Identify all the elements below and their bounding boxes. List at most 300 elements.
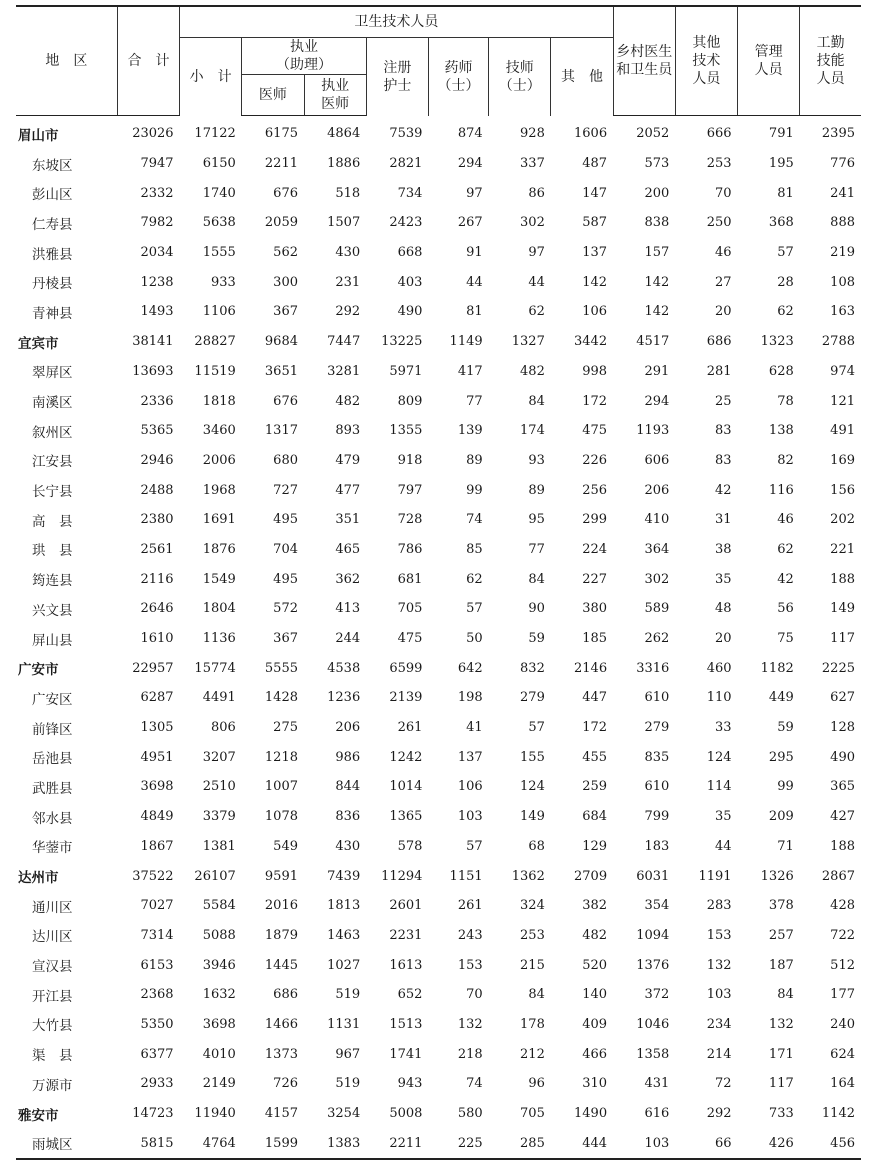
value-cell: 652 bbox=[397, 987, 423, 1003]
value-cell: 2510 bbox=[202, 779, 236, 795]
value-cell: 295 bbox=[768, 749, 794, 765]
value-cell: 66 bbox=[675, 1128, 737, 1159]
value-cell: 59 bbox=[528, 631, 545, 647]
value-cell: 183 bbox=[644, 838, 670, 854]
value-cell: 71 bbox=[777, 838, 794, 854]
value-cell: 519 bbox=[335, 1076, 361, 1092]
value-cell: 253 bbox=[706, 156, 732, 172]
value-cell: 157 bbox=[644, 245, 670, 261]
value-cell: 1968 bbox=[202, 482, 236, 498]
value-cell: 200 bbox=[644, 185, 670, 201]
value-cell: 171 bbox=[768, 1046, 794, 1062]
value-cell: 1463 bbox=[327, 927, 361, 943]
value-cell: 686 bbox=[706, 334, 732, 350]
table-row-city bbox=[16, 1099, 861, 1129]
value-cell: 2332 bbox=[140, 185, 174, 201]
value-cell: 212 bbox=[520, 1046, 545, 1062]
region-cell: 长宁县 bbox=[32, 484, 73, 501]
value-cell: 117 bbox=[830, 631, 855, 647]
value-cell: 495 bbox=[273, 571, 298, 587]
value-cell: 580 bbox=[457, 1106, 483, 1122]
value-cell: 256 bbox=[582, 482, 608, 498]
value-cell: 137 bbox=[582, 245, 608, 261]
value-cell: 3460 bbox=[202, 423, 236, 439]
value-cell: 727 bbox=[273, 482, 298, 498]
value-cell: 1555 bbox=[202, 245, 236, 261]
value-cell: 44 bbox=[528, 274, 545, 290]
value-cell: 300 bbox=[273, 274, 298, 290]
value-cell: 3281 bbox=[327, 363, 361, 379]
value-cell: 1046 bbox=[636, 1016, 670, 1032]
value-cell: 806 bbox=[210, 720, 236, 736]
header-others: 其 他 bbox=[551, 38, 613, 116]
value-cell: 62 bbox=[528, 304, 545, 320]
value-cell: 704 bbox=[273, 541, 298, 557]
value-cell: 888 bbox=[830, 215, 855, 231]
value-cell: 4864 bbox=[327, 126, 361, 142]
table-row-city bbox=[16, 327, 861, 357]
region-cell: 江安县 bbox=[32, 454, 73, 471]
value-cell: 243 bbox=[457, 927, 483, 943]
value-cell: 642 bbox=[457, 660, 483, 676]
value-cell: 455 bbox=[582, 749, 608, 765]
value-cell: 26107 bbox=[194, 868, 236, 884]
value-cell: 449 bbox=[768, 690, 794, 706]
header-practicing-asst-doctor: 执业 （助理） bbox=[242, 38, 366, 75]
value-cell: 1242 bbox=[389, 749, 423, 765]
table-row bbox=[16, 1069, 861, 1099]
value-cell: 77 bbox=[466, 393, 483, 409]
value-cell: 627 bbox=[830, 690, 855, 706]
value-cell: 294 bbox=[644, 393, 670, 409]
value-cell: 206 bbox=[644, 482, 670, 498]
value-cell: 91 bbox=[466, 245, 483, 261]
value-cell: 267 bbox=[457, 215, 483, 231]
value-cell: 279 bbox=[644, 720, 670, 736]
value-cell: 132 bbox=[457, 1016, 483, 1032]
value-cell: 172 bbox=[582, 393, 608, 409]
value-cell: 227 bbox=[582, 571, 608, 587]
value-cell: 491 bbox=[830, 423, 855, 439]
value-cell: 624 bbox=[830, 1046, 855, 1062]
value-cell: 967 bbox=[335, 1046, 361, 1062]
value-cell: 7027 bbox=[140, 898, 174, 914]
value-cell: 261 bbox=[457, 898, 483, 914]
value-cell: 380 bbox=[582, 601, 608, 617]
value-cell: 7314 bbox=[140, 927, 174, 943]
value-cell: 57 bbox=[528, 720, 545, 736]
value-cell: 302 bbox=[644, 571, 670, 587]
value-cell: 776 bbox=[830, 156, 855, 172]
region-cell: 眉山市 bbox=[18, 127, 59, 144]
value-cell: 943 bbox=[397, 1076, 423, 1092]
region-cell: 筠连县 bbox=[32, 573, 73, 590]
value-cell: 209 bbox=[768, 809, 794, 825]
region-cell: 渠 县 bbox=[32, 1048, 73, 1065]
value-cell: 7539 bbox=[389, 126, 423, 142]
value-cell: 214 bbox=[706, 1046, 732, 1062]
region-cell: 丹棱县 bbox=[32, 276, 73, 293]
table-row bbox=[16, 683, 861, 713]
region-cell: 彭山区 bbox=[32, 187, 73, 204]
value-cell: 283 bbox=[706, 898, 732, 914]
value-cell: 75 bbox=[777, 631, 794, 647]
table-row bbox=[16, 357, 861, 387]
table-row bbox=[16, 297, 861, 327]
value-cell: 202 bbox=[830, 512, 855, 528]
value-cell: 72 bbox=[714, 1076, 732, 1092]
value-cell: 215 bbox=[520, 957, 545, 973]
header-technician: 技师 （士） bbox=[489, 38, 551, 116]
value-cell: 22957 bbox=[132, 660, 174, 676]
table-row bbox=[16, 475, 861, 505]
value-cell: 562 bbox=[273, 245, 298, 261]
value-cell: 447 bbox=[582, 690, 608, 706]
value-cell: 198 bbox=[457, 690, 483, 706]
value-cell: 46 bbox=[714, 245, 732, 261]
table-body bbox=[16, 116, 861, 1160]
value-cell: 234 bbox=[706, 1016, 732, 1032]
value-cell: 1365 bbox=[389, 809, 423, 825]
value-cell: 482 bbox=[520, 363, 545, 379]
value-cell: 219 bbox=[830, 245, 855, 261]
value-cell: 291 bbox=[644, 363, 670, 379]
value-cell: 62 bbox=[777, 541, 794, 557]
value-cell: 1606 bbox=[574, 126, 608, 142]
value-cell: 74 bbox=[466, 1076, 483, 1092]
table-row bbox=[16, 564, 861, 594]
value-cell: 1428 bbox=[264, 690, 298, 706]
value-cell: 2336 bbox=[140, 393, 174, 409]
value-cell: 4010 bbox=[202, 1046, 236, 1062]
value-cell: 15774 bbox=[194, 660, 236, 676]
value-cell: 59 bbox=[777, 720, 794, 736]
value-cell: 918 bbox=[397, 452, 423, 468]
value-cell: 3207 bbox=[202, 749, 236, 765]
value-cell: 728 bbox=[397, 512, 423, 528]
value-cell: 2231 bbox=[389, 927, 423, 943]
value-cell: 89 bbox=[466, 452, 483, 468]
region-cell: 邻水县 bbox=[32, 810, 73, 827]
value-cell: 241 bbox=[830, 185, 855, 201]
value-cell: 705 bbox=[397, 601, 423, 617]
value-cell: 518 bbox=[335, 185, 361, 201]
region-cell: 宣汉县 bbox=[32, 959, 73, 976]
value-cell: 1149 bbox=[449, 334, 483, 350]
value-cell: 129 bbox=[582, 838, 608, 854]
value-cell: 1740 bbox=[202, 185, 236, 201]
table-row bbox=[16, 1010, 861, 1040]
value-cell: 1376 bbox=[636, 957, 670, 973]
value-cell: 1383 bbox=[304, 1128, 366, 1159]
region-cell: 武胜县 bbox=[32, 780, 73, 797]
region-cell: 屏山县 bbox=[32, 632, 73, 649]
value-cell: 149 bbox=[520, 809, 545, 825]
value-cell: 174 bbox=[520, 423, 545, 439]
value-cell: 573 bbox=[644, 156, 670, 172]
value-cell: 116 bbox=[768, 482, 794, 498]
value-cell: 78 bbox=[777, 393, 794, 409]
value-cell: 1818 bbox=[202, 393, 236, 409]
value-cell: 48 bbox=[714, 601, 732, 617]
table-row bbox=[16, 505, 861, 535]
value-cell: 218 bbox=[457, 1046, 483, 1062]
value-cell: 99 bbox=[777, 779, 794, 795]
value-cell: 82 bbox=[777, 452, 794, 468]
value-cell: 520 bbox=[582, 957, 608, 973]
value-cell: 302 bbox=[520, 215, 545, 231]
value-cell: 1610 bbox=[140, 631, 174, 647]
value-cell: 482 bbox=[582, 927, 608, 943]
region-cell: 达川区 bbox=[32, 929, 73, 946]
value-cell: 62 bbox=[466, 571, 483, 587]
value-cell: 2395 bbox=[821, 126, 855, 142]
table-row bbox=[16, 149, 861, 179]
value-cell: 5638 bbox=[202, 215, 236, 231]
value-cell: 1094 bbox=[636, 927, 670, 943]
value-cell: 1238 bbox=[140, 274, 174, 290]
value-cell: 178 bbox=[520, 1016, 545, 1032]
value-cell: 292 bbox=[706, 1106, 732, 1122]
value-cell: 1317 bbox=[264, 423, 298, 439]
table-row bbox=[16, 446, 861, 476]
value-cell: 42 bbox=[777, 571, 794, 587]
table-row bbox=[16, 594, 861, 624]
value-cell: 95 bbox=[528, 512, 545, 528]
value-cell: 275 bbox=[273, 720, 298, 736]
value-cell: 998 bbox=[582, 363, 608, 379]
value-cell: 874 bbox=[457, 126, 483, 142]
value-cell: 2146 bbox=[574, 660, 608, 676]
value-cell: 103 bbox=[613, 1128, 675, 1159]
value-cell: 13225 bbox=[381, 334, 423, 350]
value-cell: 410 bbox=[644, 512, 670, 528]
value-cell: 147 bbox=[582, 185, 608, 201]
value-cell: 106 bbox=[457, 779, 483, 795]
value-cell: 417 bbox=[457, 363, 483, 379]
value-cell: 2709 bbox=[574, 868, 608, 884]
value-cell: 294 bbox=[457, 156, 483, 172]
value-cell: 124 bbox=[706, 749, 732, 765]
region-cell: 广安市 bbox=[18, 662, 59, 679]
value-cell: 35 bbox=[714, 809, 732, 825]
value-cell: 156 bbox=[830, 482, 855, 498]
value-cell: 628 bbox=[768, 363, 794, 379]
table-row bbox=[16, 802, 861, 832]
value-cell: 705 bbox=[520, 1106, 545, 1122]
value-cell: 124 bbox=[520, 779, 545, 795]
value-cell: 138 bbox=[768, 423, 794, 439]
value-cell: 285 bbox=[489, 1128, 551, 1159]
value-cell: 163 bbox=[830, 304, 855, 320]
value-cell: 1373 bbox=[264, 1046, 298, 1062]
value-cell: 35 bbox=[714, 571, 732, 587]
value-cell: 57 bbox=[466, 601, 483, 617]
value-cell: 68 bbox=[528, 838, 545, 854]
table-row bbox=[16, 713, 861, 743]
value-cell: 37522 bbox=[132, 868, 174, 884]
region-cell: 华蓥市 bbox=[32, 840, 73, 857]
value-cell: 1632 bbox=[202, 987, 236, 1003]
value-cell: 799 bbox=[644, 809, 670, 825]
value-cell: 84 bbox=[528, 571, 545, 587]
value-cell: 786 bbox=[397, 541, 423, 557]
value-cell: 364 bbox=[644, 541, 670, 557]
region-cell: 大竹县 bbox=[32, 1018, 73, 1035]
value-cell: 362 bbox=[335, 571, 361, 587]
value-cell: 99 bbox=[466, 482, 483, 498]
header-workers: 工勤 技能 人员 bbox=[800, 6, 861, 116]
table-row bbox=[16, 267, 861, 297]
value-cell: 1549 bbox=[202, 571, 236, 587]
value-cell: 121 bbox=[830, 393, 855, 409]
value-cell: 893 bbox=[335, 423, 361, 439]
value-cell: 6175 bbox=[264, 126, 298, 142]
value-cell: 57 bbox=[466, 838, 483, 854]
value-cell: 261 bbox=[397, 720, 423, 736]
value-cell: 2016 bbox=[264, 898, 298, 914]
value-cell: 44 bbox=[714, 838, 732, 854]
value-cell: 430 bbox=[335, 245, 361, 261]
value-cell: 3379 bbox=[202, 809, 236, 825]
value-cell: 7439 bbox=[327, 868, 361, 884]
value-cell: 578 bbox=[397, 838, 423, 854]
value-cell: 324 bbox=[520, 898, 545, 914]
value-cell: 221 bbox=[830, 541, 855, 557]
value-cell: 5971 bbox=[389, 363, 423, 379]
region-cell: 翠屏区 bbox=[32, 365, 73, 382]
value-cell: 3698 bbox=[202, 1016, 236, 1032]
value-cell: 475 bbox=[582, 423, 608, 439]
value-cell: 487 bbox=[582, 156, 608, 172]
value-cell: 240 bbox=[830, 1016, 855, 1032]
value-cell: 139 bbox=[457, 423, 483, 439]
value-cell: 365 bbox=[830, 779, 855, 795]
value-cell: 7947 bbox=[140, 156, 174, 172]
value-cell: 292 bbox=[335, 304, 361, 320]
value-cell: 25 bbox=[714, 393, 732, 409]
value-cell: 1381 bbox=[202, 838, 236, 854]
value-cell: 81 bbox=[777, 185, 794, 201]
value-cell: 482 bbox=[335, 393, 361, 409]
value-cell: 62 bbox=[777, 304, 794, 320]
value-cell: 2225 bbox=[821, 660, 855, 676]
header-other-tech: 其他 技术 人员 bbox=[675, 6, 737, 116]
value-cell: 1876 bbox=[202, 541, 236, 557]
value-cell: 2368 bbox=[140, 987, 174, 1003]
value-cell: 512 bbox=[830, 957, 855, 973]
value-cell: 85 bbox=[466, 541, 483, 557]
value-cell: 2211 bbox=[366, 1128, 428, 1159]
value-cell: 31 bbox=[714, 512, 732, 528]
value-cell: 1106 bbox=[202, 304, 236, 320]
value-cell: 1323 bbox=[760, 334, 794, 350]
value-cell: 38 bbox=[714, 541, 732, 557]
header-practicing-asst-doctor-sub: 医师 bbox=[242, 75, 304, 116]
value-cell: 2052 bbox=[636, 126, 670, 142]
value-cell: 128 bbox=[830, 720, 855, 736]
value-cell: 676 bbox=[273, 393, 298, 409]
value-cell: 686 bbox=[273, 987, 298, 1003]
value-cell: 668 bbox=[397, 245, 423, 261]
value-cell: 206 bbox=[335, 720, 361, 736]
value-cell: 89 bbox=[528, 482, 545, 498]
header-total: 合 计 bbox=[117, 6, 179, 116]
value-cell: 1136 bbox=[202, 631, 236, 647]
table-row bbox=[16, 742, 861, 772]
value-cell: 188 bbox=[830, 838, 855, 854]
value-cell: 444 bbox=[551, 1128, 613, 1159]
value-cell: 2821 bbox=[389, 156, 423, 172]
table-row bbox=[16, 238, 861, 268]
value-cell: 933 bbox=[210, 274, 236, 290]
value-cell: 11940 bbox=[194, 1106, 236, 1122]
value-cell: 1741 bbox=[389, 1046, 423, 1062]
value-cell: 2423 bbox=[389, 215, 423, 231]
value-cell: 23026 bbox=[132, 126, 174, 142]
value-cell: 1327 bbox=[511, 334, 545, 350]
value-cell: 83 bbox=[714, 423, 732, 439]
value-cell: 519 bbox=[335, 987, 361, 1003]
value-cell: 106 bbox=[582, 304, 608, 320]
value-cell: 70 bbox=[466, 987, 483, 1003]
value-cell: 1804 bbox=[202, 601, 236, 617]
header-region: 地 区 bbox=[16, 6, 117, 116]
value-cell: 97 bbox=[528, 245, 545, 261]
value-cell: 1326 bbox=[760, 868, 794, 884]
region-cell: 开江县 bbox=[32, 988, 73, 1005]
value-cell: 46 bbox=[777, 512, 794, 528]
value-cell: 103 bbox=[706, 987, 732, 1003]
value-cell: 832 bbox=[520, 660, 545, 676]
value-cell: 676 bbox=[273, 185, 298, 201]
value-cell: 6150 bbox=[202, 156, 236, 172]
value-cell: 3651 bbox=[264, 363, 298, 379]
value-cell: 2380 bbox=[140, 512, 174, 528]
value-cell: 142 bbox=[644, 304, 670, 320]
value-cell: 1691 bbox=[202, 512, 236, 528]
value-cell: 4849 bbox=[140, 809, 174, 825]
value-cell: 5584 bbox=[202, 898, 236, 914]
value-cell: 4764 bbox=[180, 1128, 242, 1159]
value-cell: 17122 bbox=[194, 126, 236, 142]
value-cell: 84 bbox=[528, 393, 545, 409]
value-cell: 28827 bbox=[194, 334, 236, 350]
value-cell: 2059 bbox=[264, 215, 298, 231]
table-row bbox=[16, 772, 861, 802]
table-row-city bbox=[16, 653, 861, 683]
value-cell: 460 bbox=[706, 660, 732, 676]
value-cell: 262 bbox=[644, 631, 670, 647]
table-row bbox=[16, 535, 861, 565]
value-cell: 117 bbox=[768, 1076, 794, 1092]
value-cell: 2116 bbox=[140, 571, 174, 587]
value-cell: 1599 bbox=[242, 1128, 304, 1159]
value-cell: 797 bbox=[397, 482, 423, 498]
value-cell: 1362 bbox=[511, 868, 545, 884]
value-cell: 1613 bbox=[389, 957, 423, 973]
value-cell: 1445 bbox=[264, 957, 298, 973]
value-cell: 77 bbox=[528, 541, 545, 557]
value-cell: 5815 bbox=[117, 1128, 179, 1159]
value-cell: 172 bbox=[582, 720, 608, 736]
value-cell: 70 bbox=[714, 185, 732, 201]
value-cell: 5555 bbox=[264, 660, 298, 676]
value-cell: 734 bbox=[397, 185, 423, 201]
value-cell: 1466 bbox=[264, 1016, 298, 1032]
value-cell: 428 bbox=[830, 898, 855, 914]
value-cell: 844 bbox=[335, 779, 361, 795]
